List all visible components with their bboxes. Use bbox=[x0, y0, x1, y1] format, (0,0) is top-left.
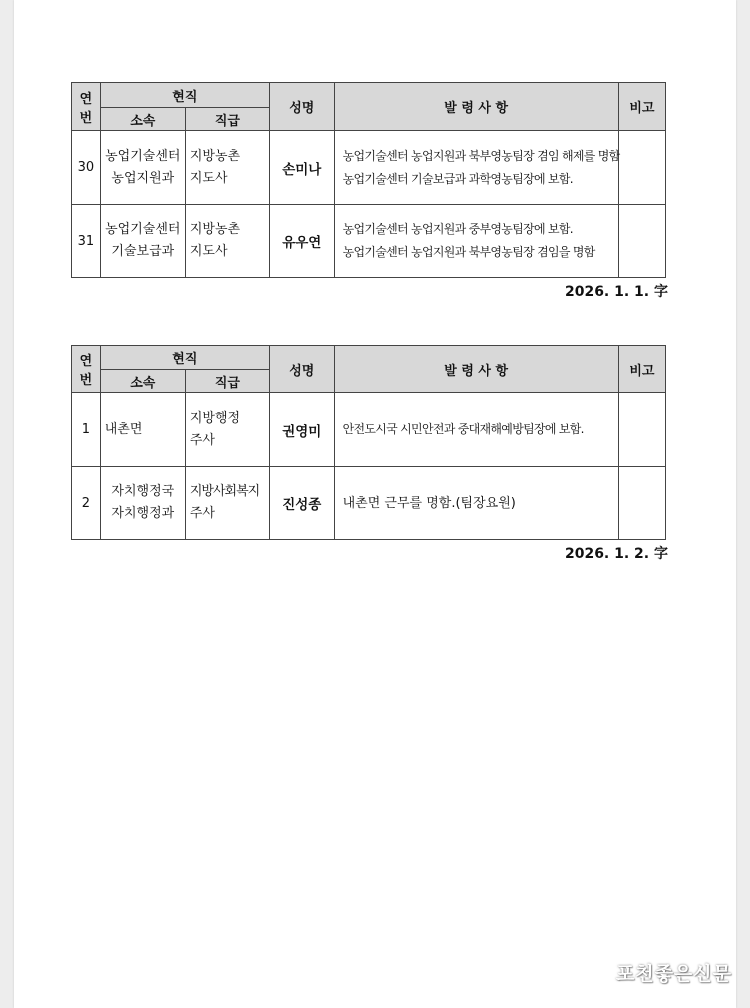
header-note: 비고 bbox=[618, 83, 665, 131]
table-row bbox=[72, 467, 666, 540]
header-num: 연 번 bbox=[72, 346, 101, 393]
row-detail: 농업기술센터 농업지원과 중부영농팀장에 보함. 농업기술센터 농업지원과 북부영농팀장 겸임을 명함 bbox=[334, 205, 618, 278]
row-rank: 지방행정 주사 bbox=[185, 393, 269, 467]
row-person-name: 권영미 bbox=[269, 393, 334, 467]
header-current: 현직 bbox=[100, 83, 269, 108]
row-person-name: 손미나 bbox=[269, 131, 334, 205]
appointment-table-1 bbox=[71, 82, 666, 278]
table-row bbox=[72, 393, 666, 467]
row-rank: 지방농촌 지도사 bbox=[185, 131, 269, 205]
table-row bbox=[72, 131, 666, 205]
row-rank: 지방사회복지 주사 bbox=[185, 467, 269, 540]
header-name: 성명 bbox=[269, 83, 334, 131]
row-dept: 농업기술센터 기술보급과 bbox=[100, 205, 185, 278]
header-current: 현직 bbox=[100, 346, 269, 370]
header-detail: 발 령 사 항 bbox=[334, 346, 618, 393]
header-rank: 직급 bbox=[185, 370, 269, 393]
header-dept: 소속 bbox=[100, 108, 185, 131]
header-detail: 발 령 사 항 bbox=[334, 83, 618, 131]
row-num: 31 bbox=[72, 205, 101, 278]
row-note bbox=[618, 205, 665, 278]
row-person-name: 유우연 bbox=[269, 205, 334, 278]
issue-date-2: 2026. 1. 2. 字 bbox=[564, 546, 668, 562]
row-detail: 농업기술센터 농업지원과 북부영농팀장 겸임 해제를 명함 농업기술센터 기술보급과 과학영농팀장에 보함. bbox=[334, 131, 618, 205]
header-dept: 소속 bbox=[100, 370, 185, 393]
table-row bbox=[72, 205, 666, 278]
row-person-name: 진성종 bbox=[269, 467, 334, 540]
issue-date-1: 2026. 1. 1. 字 bbox=[564, 284, 668, 300]
row-detail: 내촌면 근무를 명함.(팀장요원) bbox=[334, 467, 618, 540]
row-dept: 농업기술센터 농업지원과 bbox=[100, 131, 185, 205]
header-num: 연 번 bbox=[72, 83, 101, 131]
row-dept: 자치행정국 자치행정과 bbox=[100, 467, 185, 540]
watermark-logo: 포천좋은신문 bbox=[615, 963, 732, 985]
row-detail: 안전도시국 시민안전과 중대재해예방팀장에 보함. bbox=[334, 393, 618, 467]
header-rank: 직급 bbox=[185, 108, 269, 131]
row-note bbox=[618, 131, 665, 205]
header-name: 성명 bbox=[269, 346, 334, 393]
row-rank: 지방농촌 지도사 bbox=[185, 205, 269, 278]
header-note: 비고 bbox=[618, 346, 665, 393]
row-num: 2 bbox=[72, 467, 101, 540]
row-num: 30 bbox=[72, 131, 101, 205]
row-num: 1 bbox=[72, 393, 101, 467]
row-note bbox=[618, 393, 665, 467]
row-dept: 내촌면 bbox=[100, 393, 185, 467]
appointment-table-2 bbox=[71, 345, 666, 540]
row-note bbox=[618, 467, 665, 540]
